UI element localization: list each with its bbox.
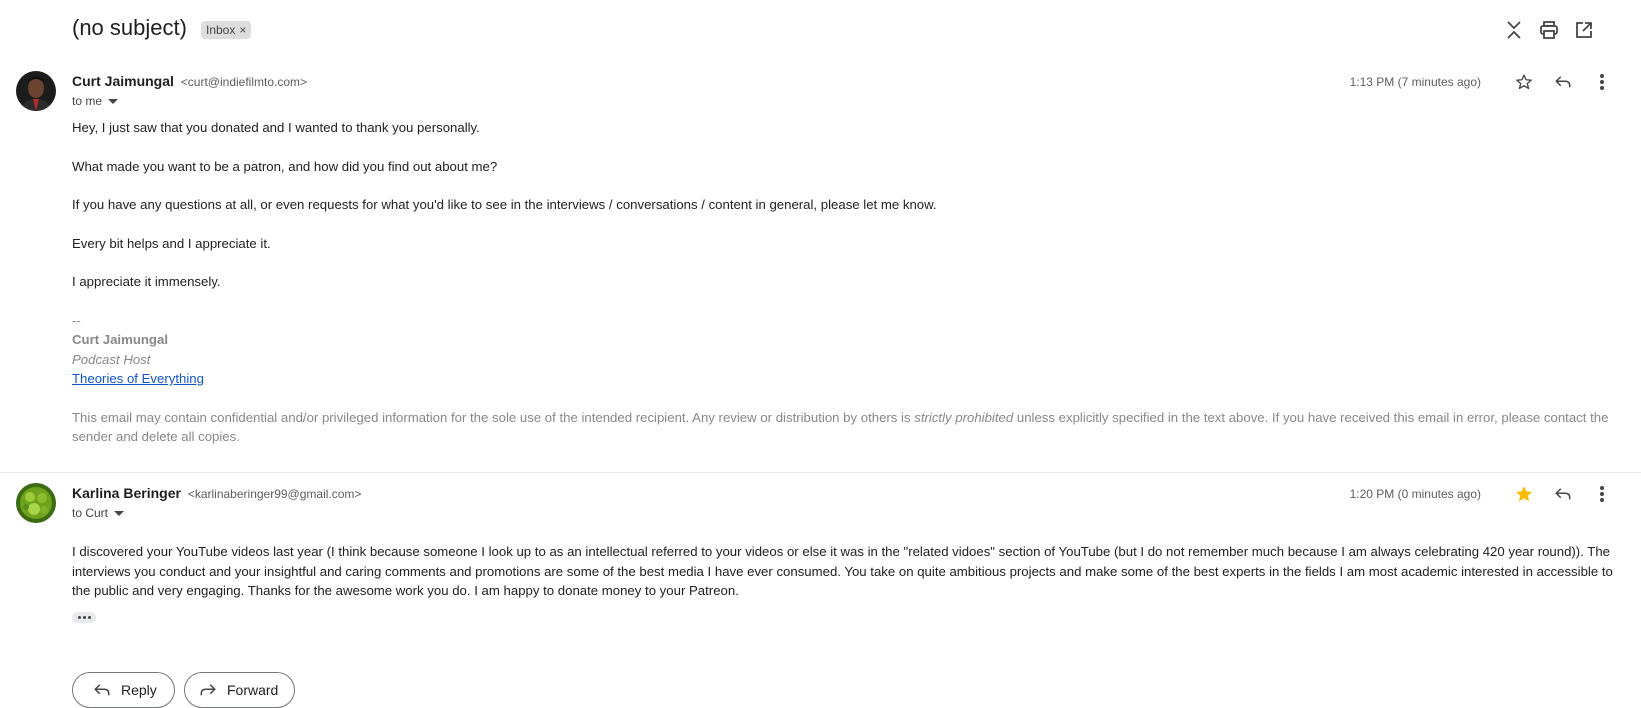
recipient-details-toggle[interactable] <box>72 94 118 108</box>
more-options-icon[interactable] <box>1590 70 1614 94</box>
label-text: Inbox <box>206 23 236 37</box>
forward-button-label: Forward <box>227 682 279 698</box>
body-paragraph: Hey, I just saw that you donated and I wanted to thank you personally. <box>72 120 480 135</box>
message-body <box>72 118 1633 447</box>
reply-icon <box>93 681 111 699</box>
dot <box>88 616 91 619</box>
more-options-icon[interactable] <box>1590 482 1614 506</box>
signature-separator: -- <box>72 312 81 328</box>
message-divider <box>0 472 1641 473</box>
body-paragraph: I appreciate it immensely. <box>72 274 221 289</box>
body-paragraph: Every bit helps and I appreciate it. <box>72 235 271 251</box>
star-icon[interactable] <box>1512 70 1536 94</box>
chevron-down-icon <box>114 511 124 516</box>
disclaimer-text: This email may contain confidential and/or privileged information for the sole use of the intended recipient. Any review or distribution by others is <box>72 409 915 425</box>
forward-button[interactable] <box>184 672 295 708</box>
signature-title: Podcast Host <box>72 351 151 367</box>
avatar[interactable] <box>16 483 56 523</box>
signature-link[interactable]: Theories of Everything <box>72 371 204 386</box>
reply-button-label: Reply <box>121 682 157 698</box>
sender-email: <karlinaberinger99@gmail.com> <box>187 487 362 501</box>
chevron-down-icon <box>108 99 118 104</box>
star-icon[interactable] <box>1512 482 1536 506</box>
remove-label-icon[interactable]: × <box>239 23 247 37</box>
reply-icon[interactable] <box>1551 70 1575 94</box>
dot <box>83 616 86 619</box>
signature-name: Curt Jaimungal <box>72 332 168 347</box>
reply-button[interactable] <box>72 672 175 708</box>
show-trimmed-content-button[interactable] <box>72 612 96 623</box>
sender-name[interactable]: Karlina Beringer <box>72 485 181 501</box>
email-subject: (no subject) <box>72 15 187 40</box>
body-paragraph: What made you want to be a patron, and how did you find out about me? <box>72 158 498 174</box>
message-body <box>72 542 1633 601</box>
inbox-label-chip[interactable] <box>201 21 251 39</box>
disclaimer-emphasis: strictly prohibited <box>914 409 1014 425</box>
sender-email: <curt@indiefilmto.com> <box>180 75 308 89</box>
forward-icon <box>199 681 217 699</box>
disclaimer-text: unless explicitly specified in the text above. If you have received this email in error, please contact the sender and delete all copies. <box>72 409 1609 444</box>
confidentiality-disclaimer <box>72 408 1633 447</box>
sender-line <box>72 73 307 89</box>
reply-icon[interactable] <box>1551 482 1575 506</box>
recipient-text: to me <box>72 94 103 108</box>
message-timestamp: 1:20 PM (0 minutes ago) <box>1349 487 1481 501</box>
open-in-new-window-icon[interactable] <box>1572 18 1596 42</box>
recipient-details-toggle[interactable] <box>72 506 124 520</box>
collapse-all-icon[interactable] <box>1502 18 1526 42</box>
recipient-text: to Curt <box>72 506 109 520</box>
email-thread-header <box>0 0 1641 58</box>
dot <box>78 616 81 619</box>
message-timestamp: 1:13 PM (7 minutes ago) <box>1349 75 1481 89</box>
body-paragraph: I discovered your YouTube videos last year (I think because someone I look up to as an intellectual referred to your videos or else it was in the "related vidoes" section of YouTube (but I do not remember much because I am always celebrating 420 year round)). The interviews you conduct and your insightful and caring comments and promotions are some of the best media I have ever consumed. You take on quite ambitious projects and make some of the best experts in the fields I am most academic interested in accessible to the public and very engaging. Thanks for the awesome work you do. I am happy to donate money to your Patreon. <box>72 544 1613 598</box>
avatar[interactable] <box>16 71 56 111</box>
sender-line <box>72 485 361 501</box>
body-paragraph: If you have any questions at all, or even requests for what you'd like to see in the interviews / conversations / content in general, please let me know. <box>72 197 937 212</box>
sender-name[interactable]: Curt Jaimungal <box>72 73 174 89</box>
print-icon[interactable] <box>1537 18 1561 42</box>
